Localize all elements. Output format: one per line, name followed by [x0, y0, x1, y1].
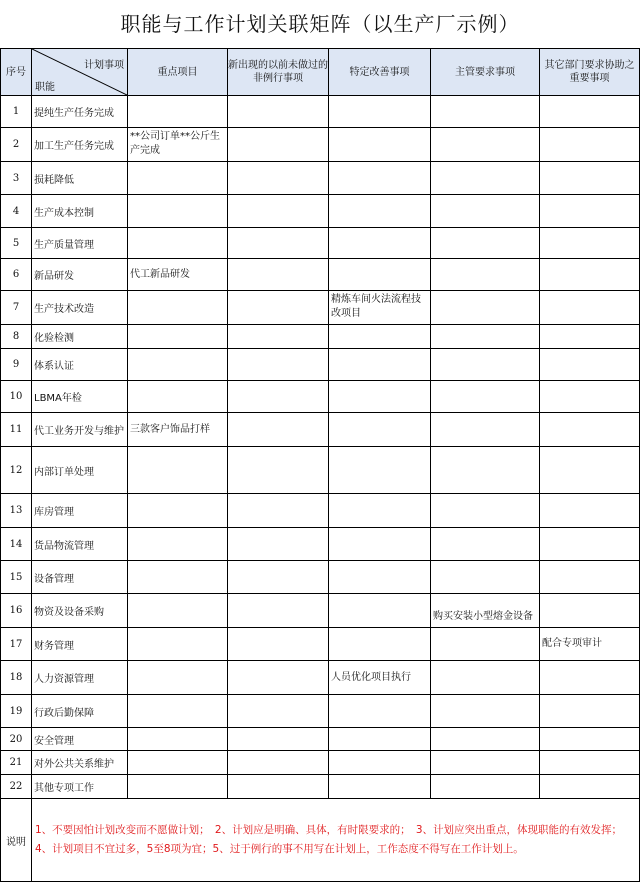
new-items-cell[interactable]: [228, 195, 329, 228]
improve-cell[interactable]: [329, 447, 431, 494]
row-number: 21: [1, 751, 32, 775]
improve-cell[interactable]: [329, 381, 431, 413]
function-cell[interactable]: 生产成本控制: [32, 195, 128, 228]
other-dept-cell[interactable]: [540, 728, 640, 751]
improve-cell[interactable]: [329, 325, 431, 349]
supervisor-cell[interactable]: [431, 447, 540, 494]
improve-cell[interactable]: [329, 259, 431, 291]
header-supervisor: 主管要求事项: [431, 49, 540, 96]
new-items-cell[interactable]: [228, 162, 329, 195]
table-row: [1, 325, 640, 349]
improve-cell[interactable]: [329, 628, 431, 661]
new-items-cell[interactable]: [228, 259, 329, 291]
table-row: [1, 528, 640, 561]
supervisor-cell[interactable]: [431, 349, 540, 381]
other-dept-cell[interactable]: [540, 349, 640, 381]
function-cell[interactable]: 设备管理: [32, 561, 128, 594]
header-improve: 特定改善事项: [329, 49, 431, 96]
improve-cell[interactable]: [329, 228, 431, 259]
other-dept-cell[interactable]: [540, 594, 640, 628]
improve-cell[interactable]: 精炼车间火法流程技改项目: [329, 291, 431, 325]
row-number: 11: [1, 413, 32, 447]
function-cell[interactable]: 体系认证: [32, 349, 128, 381]
other-dept-cell[interactable]: [540, 447, 640, 494]
new-items-cell[interactable]: [228, 695, 329, 728]
table-row: [1, 195, 640, 228]
row-number: 4: [1, 195, 32, 228]
table-row: [1, 751, 640, 775]
key-items-cell[interactable]: **公司订单**公斤生产完成: [128, 128, 228, 162]
improve-cell[interactable]: [329, 349, 431, 381]
function-cell[interactable]: 生产质量管理: [32, 228, 128, 259]
row-number: 22: [1, 775, 32, 799]
new-items-cell[interactable]: [228, 349, 329, 381]
key-items-cell[interactable]: [128, 628, 228, 661]
other-dept-cell[interactable]: [540, 661, 640, 695]
improve-cell[interactable]: [329, 775, 431, 799]
table-row: [1, 661, 640, 695]
new-items-cell[interactable]: [228, 775, 329, 799]
other-dept-cell[interactable]: [540, 494, 640, 528]
header-row: [1, 49, 640, 96]
new-items-cell[interactable]: [228, 561, 329, 594]
table-row: [1, 349, 640, 381]
function-cell[interactable]: 行政后勤保障: [32, 695, 128, 728]
supervisor-cell[interactable]: [431, 661, 540, 695]
improve-cell[interactable]: [329, 751, 431, 775]
supervisor-cell[interactable]: [431, 195, 540, 228]
key-items-cell[interactable]: [128, 528, 228, 561]
improve-cell[interactable]: [329, 728, 431, 751]
table-row: [1, 447, 640, 494]
other-dept-cell[interactable]: [540, 561, 640, 594]
table-row: [1, 128, 640, 162]
row-number: 1: [1, 96, 32, 128]
row-number: 12: [1, 447, 32, 494]
note-label: 说明: [1, 799, 32, 882]
function-cell[interactable]: 其他专项工作: [32, 775, 128, 799]
row-number: 14: [1, 528, 32, 561]
function-cell[interactable]: LBMA年检: [32, 381, 128, 413]
function-cell[interactable]: 加工生产任务完成: [32, 128, 128, 162]
key-items-cell[interactable]: [128, 96, 228, 128]
key-items-cell[interactable]: [128, 695, 228, 728]
supervisor-cell[interactable]: [431, 561, 540, 594]
function-cell[interactable]: 人力资源管理: [32, 661, 128, 695]
improve-cell[interactable]: [329, 195, 431, 228]
new-items-cell[interactable]: [228, 291, 329, 325]
row-number: 6: [1, 259, 32, 291]
row-number: 10: [1, 381, 32, 413]
other-dept-cell[interactable]: [540, 413, 640, 447]
key-items-cell[interactable]: [128, 751, 228, 775]
row-number: 17: [1, 628, 32, 661]
supervisor-cell[interactable]: [431, 162, 540, 195]
other-dept-cell[interactable]: [540, 381, 640, 413]
other-dept-cell[interactable]: [540, 162, 640, 195]
function-cell[interactable]: 货品物流管理: [32, 528, 128, 561]
row-number: 7: [1, 291, 32, 325]
function-cell[interactable]: 代工业务开发与维护: [32, 413, 128, 447]
new-items-cell[interactable]: [228, 381, 329, 413]
row-number: 5: [1, 228, 32, 259]
header-other-dept: 其它部门要求协助之重要事项: [540, 49, 640, 96]
key-items-cell[interactable]: [128, 661, 228, 695]
row-number: 9: [1, 349, 32, 381]
table-row: [1, 162, 640, 195]
function-cell[interactable]: 库房管理: [32, 494, 128, 528]
row-number: 16: [1, 594, 32, 628]
table-row: [1, 775, 640, 799]
row-number: 15: [1, 561, 32, 594]
function-cell[interactable]: 对外公共关系维护: [32, 751, 128, 775]
improve-cell[interactable]: [329, 494, 431, 528]
improve-cell[interactable]: [329, 128, 431, 162]
other-dept-cell[interactable]: 配合专项审计: [540, 628, 640, 661]
supervisor-cell[interactable]: [431, 775, 540, 799]
improve-cell[interactable]: [329, 96, 431, 128]
improve-cell[interactable]: [329, 413, 431, 447]
key-items-cell[interactable]: [128, 349, 228, 381]
matrix-table: [0, 48, 640, 882]
note-row: [1, 799, 640, 882]
function-cell[interactable]: 安全管理: [32, 728, 128, 751]
table-row: [1, 628, 640, 661]
corner-label-plan: 计划事项: [84, 60, 124, 71]
supervisor-cell[interactable]: [431, 259, 540, 291]
improve-cell[interactable]: [329, 162, 431, 195]
function-cell[interactable]: 财务管理: [32, 628, 128, 661]
header-seq: 序号: [1, 49, 32, 96]
function-cell[interactable]: 生产技术改造: [32, 291, 128, 325]
row-number: 3: [1, 162, 32, 195]
table-row: [1, 413, 640, 447]
other-dept-cell[interactable]: [540, 695, 640, 728]
key-items-cell[interactable]: [128, 162, 228, 195]
table-row: [1, 728, 640, 751]
new-items-cell[interactable]: [228, 528, 329, 561]
other-dept-cell[interactable]: [540, 775, 640, 799]
row-number: 19: [1, 695, 32, 728]
table-row: [1, 594, 640, 628]
page-title: 职能与工作计划关联矩阵（以生产厂示例）: [120, 12, 520, 36]
row-number: 20: [1, 728, 32, 751]
key-items-cell[interactable]: [128, 594, 228, 628]
supervisor-cell[interactable]: [431, 228, 540, 259]
table-row: [1, 561, 640, 594]
table-row: [1, 96, 640, 128]
supervisor-cell[interactable]: [431, 751, 540, 775]
function-cell[interactable]: 内部订单处理: [32, 447, 128, 494]
supervisor-cell[interactable]: [431, 528, 540, 561]
new-items-cell[interactable]: [228, 325, 329, 349]
key-items-cell[interactable]: [128, 561, 228, 594]
supervisor-cell[interactable]: [431, 325, 540, 349]
key-items-cell[interactable]: 三款客户饰品打样: [128, 413, 228, 447]
table-body: [1, 96, 640, 882]
key-items-cell[interactable]: [128, 775, 228, 799]
header-new-items: 新出现的以前未做过的非例行事项: [228, 49, 329, 96]
row-number: 8: [1, 325, 32, 349]
header-key-items: 重点项目: [128, 49, 228, 96]
new-items-cell[interactable]: [228, 661, 329, 695]
supervisor-cell[interactable]: [431, 413, 540, 447]
other-dept-cell[interactable]: [540, 228, 640, 259]
supervisor-cell[interactable]: 购买安装小型熔金设备: [431, 594, 540, 628]
note-text: 1、不要因怕计划改变而不愿做计划； 2、计划应是明确、具体，有时限要求的； 3、计划应突出重点，体现职能的有效发挥； 4、计划项目不宜过多，5至8项为宜；5、过于例行的事不用写在计划上，工作态度不得写在工作计划上。: [32, 799, 640, 882]
improve-cell[interactable]: [329, 528, 431, 561]
improve-cell[interactable]: 人员优化项目执行: [329, 661, 431, 695]
row-number: 2: [1, 128, 32, 162]
new-items-cell[interactable]: [228, 628, 329, 661]
key-items-cell[interactable]: [128, 381, 228, 413]
new-items-cell[interactable]: [228, 413, 329, 447]
new-items-cell[interactable]: [228, 128, 329, 162]
row-number: 18: [1, 661, 32, 695]
other-dept-cell[interactable]: [540, 195, 640, 228]
header-corner: [32, 49, 128, 96]
supervisor-cell[interactable]: [431, 291, 540, 325]
row-number: 13: [1, 494, 32, 528]
new-items-cell[interactable]: [228, 751, 329, 775]
supervisor-cell[interactable]: [431, 728, 540, 751]
key-items-cell[interactable]: [128, 728, 228, 751]
key-items-cell[interactable]: [128, 228, 228, 259]
supervisor-cell[interactable]: [431, 381, 540, 413]
function-cell[interactable]: 新品研发: [32, 259, 128, 291]
other-dept-cell[interactable]: [540, 259, 640, 291]
other-dept-cell[interactable]: [540, 528, 640, 561]
function-cell[interactable]: 物资及设备采购: [32, 594, 128, 628]
table-row: [1, 291, 640, 325]
function-cell[interactable]: 损耗降低: [32, 162, 128, 195]
new-items-cell[interactable]: [228, 594, 329, 628]
new-items-cell[interactable]: [228, 228, 329, 259]
supervisor-cell[interactable]: [431, 96, 540, 128]
key-items-cell[interactable]: [128, 325, 228, 349]
table-row: [1, 494, 640, 528]
other-dept-cell[interactable]: [540, 96, 640, 128]
other-dept-cell[interactable]: [540, 128, 640, 162]
new-items-cell[interactable]: [228, 96, 329, 128]
key-items-cell[interactable]: [128, 447, 228, 494]
other-dept-cell[interactable]: [540, 325, 640, 349]
table-row: [1, 695, 640, 728]
function-cell[interactable]: 提纯生产任务完成: [32, 96, 128, 128]
other-dept-cell[interactable]: [540, 291, 640, 325]
key-items-cell[interactable]: [128, 195, 228, 228]
improve-cell[interactable]: [329, 561, 431, 594]
other-dept-cell[interactable]: [540, 751, 640, 775]
supervisor-cell[interactable]: [431, 494, 540, 528]
new-items-cell[interactable]: [228, 728, 329, 751]
table-row: [1, 259, 640, 291]
new-items-cell[interactable]: [228, 447, 329, 494]
supervisor-cell[interactable]: [431, 695, 540, 728]
key-items-cell[interactable]: [128, 494, 228, 528]
table-row: [1, 228, 640, 259]
corner-label-function: 职能: [35, 82, 55, 93]
improve-cell[interactable]: [329, 695, 431, 728]
function-cell[interactable]: 化验检测: [32, 325, 128, 349]
key-items-cell[interactable]: [128, 291, 228, 325]
supervisor-cell[interactable]: [431, 128, 540, 162]
supervisor-cell[interactable]: [431, 628, 540, 661]
key-items-cell[interactable]: 代工新品研发: [128, 259, 228, 291]
table-row: [1, 381, 640, 413]
improve-cell[interactable]: [329, 594, 431, 628]
new-items-cell[interactable]: [228, 494, 329, 528]
